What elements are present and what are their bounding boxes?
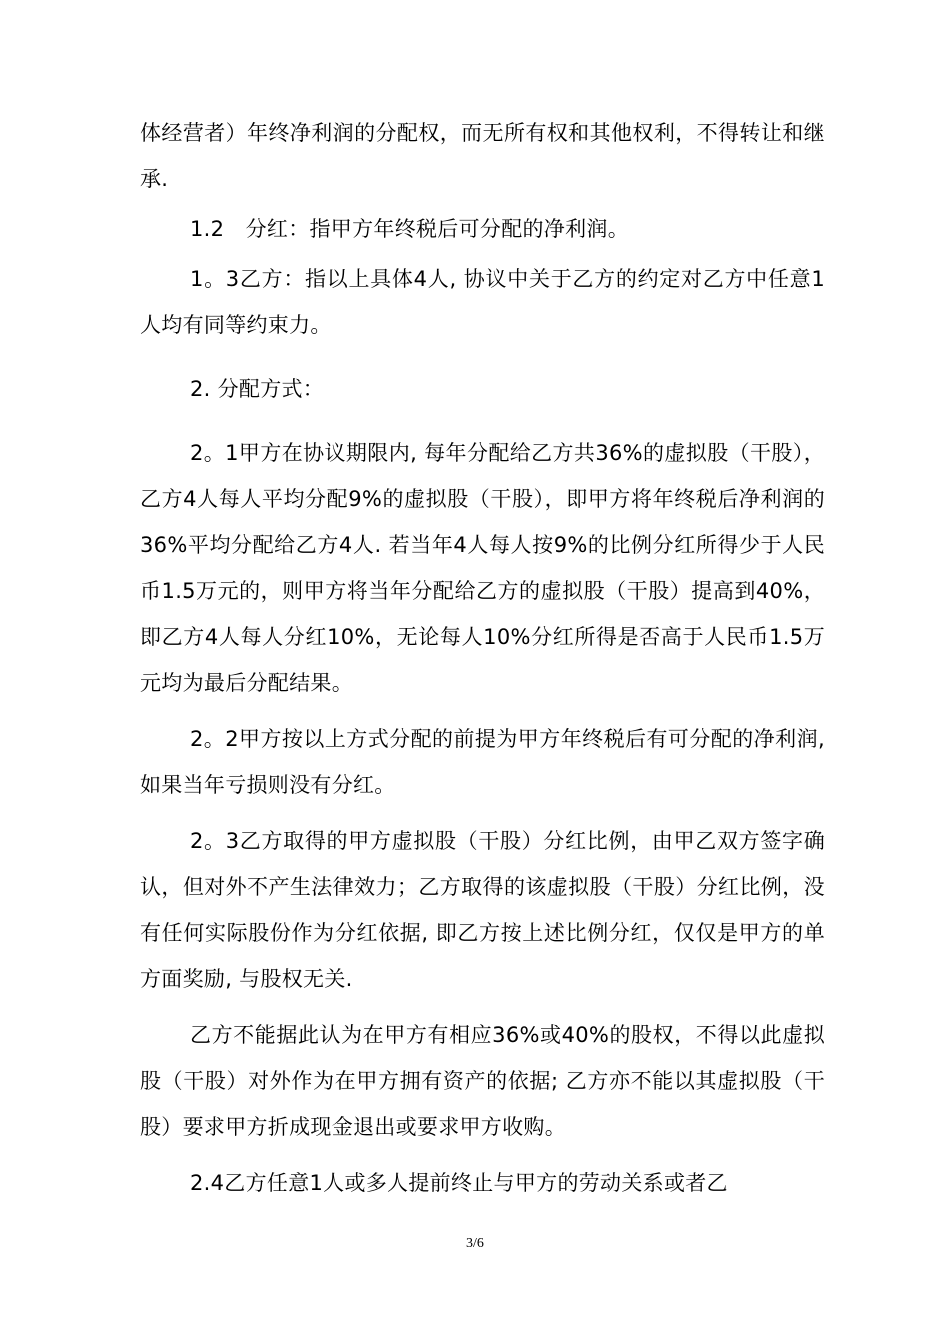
paragraph-clause-2-2: 2。2甲方按以上方式分配的前提为甲方年终税后有可分配的净利润, 如果当年亏损则没有分红。 (140, 727, 825, 797)
paragraph-clause-1-3: 1。3乙方：指以上具体4人, 协议中关于乙方的约定对乙方中任意1人均有同等约束力。 (140, 267, 825, 337)
paragraph-clause-2-4: 2.4乙方任意1人或多人提前终止与甲方的劳动关系或者乙 (190, 1171, 728, 1195)
paragraph-clause-2-1: 2。1甲方在协议期限内, 每年分配给乙方共36%的虚拟股（干股），乙方4人每人平均分配9%的虚拟股（干股），即甲方将年终税后净利润的36%平均分配给乙方4人. 若当年4人每人按9%的比例分红所得少于人民币1.5万元的，则甲方将当年分配给乙方的虚拟股（干股）提高到40%，即乙方4人每人分红10%，无论每人10%分红所得是否高于人民币1.5万元均为最后分配结果。 (140, 441, 825, 695)
paragraph-continuation: 体经营者）年终净利润的分配权，而无所有权和其他权利，不得转让和继承. (140, 121, 825, 191)
document-body (140, 110, 825, 1206)
section-heading-distribution: 2. 分配方式： (190, 377, 325, 401)
page-number: 3/6 (466, 1236, 484, 1251)
paragraph-clause-2-3: 2。3乙方取得的甲方虚拟股（干股）分红比例，由甲乙双方签字确认，但对外不产生法律效力；乙方取得的该虚拟股（干股）分红比例，没有任何实际股份作为分红依据, 即乙方按上述比例分红，仅仅是甲方的单方面奖励, 与股权无关. (140, 829, 825, 991)
paragraph-clause-2-3-continued: 乙方不能据此认为在甲方有相应36%或40%的股权，不得以此虚拟股（干股）对外作为在甲方拥有资产的依据; 乙方亦不能以其虚拟股（干股）要求甲方折成现金退出或要求甲方收购。 (140, 1023, 825, 1139)
paragraph-clause-1-2: 1.2 分红：指甲方年终税后可分配的净利润。 (190, 217, 629, 241)
